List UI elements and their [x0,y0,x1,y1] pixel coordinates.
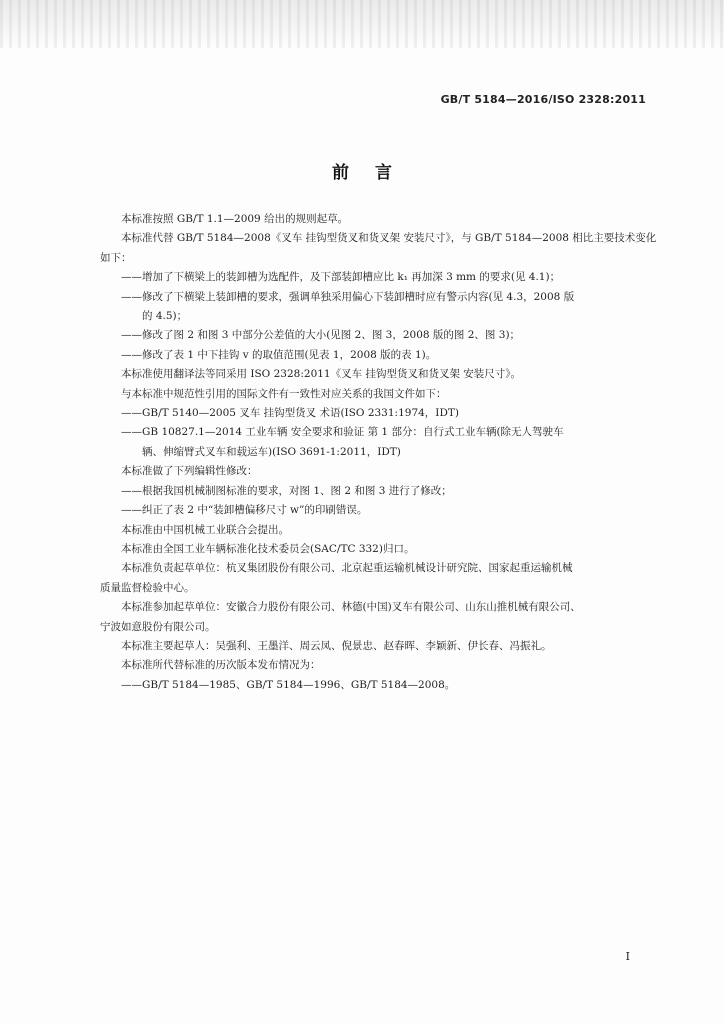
page-number: I [625,950,630,963]
history-item: ——GB/T 5184—1985、GB/T 5184—1996、GB/T 5184—2008。 [121,678,456,691]
reference-item: ——GB/T 5140—2005 叉车 挂钩型货叉 术语(ISO 2331:1974，IDT) [121,407,459,420]
change-item: ——修改了图 2 和图 3 中部分公差值的大小(见图 2、图 3，2008 版的图 2、图 3)； [121,329,521,342]
editorial-item: ——根据我国机械制图标准的要求，对图 1、图 2 和图 3 进行了修改； [121,484,452,497]
change-item: ——修改了表 1 中下挂钩 v 的取值范围(见表 1，2008 版的表 1)。 [121,348,437,361]
scan-noise-band [0,0,724,48]
paragraph-replaces: 本标准代替 GB/T 5184—2008《叉车 挂钩型货叉和货叉架 安装尺寸》，与 GB/T 5184—2008 相比主要技术变化如下： [100,232,657,264]
change-item: ——增加了下横梁上的装卸槽为选配件，及下部装卸槽应比 k₁ 再加深 3 mm 的要求(见 4.1)； [121,271,561,284]
paragraph-proposer: 本标准由中国机械工业联合会提出。 [121,523,289,536]
paragraph-technical-committee: 本标准由全国工业车辆标准化技术委员会(SAC/TC 332)归口。 [121,542,415,555]
paragraph-participating-units-continuation: 宁波如意股份有限公司。 [100,620,216,633]
page-title: 前言 [332,163,418,183]
paragraph-history: 本标准所代替标准的历次版本发布情况为： [121,659,321,672]
foreword-body [100,210,660,695]
standard-number: GB/T 5184—2016/ISO 2328:2011 [440,93,646,106]
paragraph-drafting-units: 本标准负责起草单位：杭叉集团股份有限公司、北京起重运输机械设计研究院、国家起重运输机械 [121,562,573,575]
reference-item: ——GB 10827.1—2014 工业车辆 安全要求和验证 第 1 部分：自行式工业车辆(除无人驾驶车 [121,426,564,439]
paragraph-participating-units: 本标准参加起草单位：安徽合力股份有限公司、林德(中国)叉车有限公司、山东山推机械有限公司、 [121,601,581,614]
change-item: ——修改了下横梁上装卸槽的要求，强调单独采用偏心下装卸槽时应有警示内容(见 4.3，2008 版 [121,290,575,303]
paragraph-drafters: 本标准主要起草人：吴强利、王墨洋、周云凤、倪景忠、赵春晖、李颖新、伊长春、冯振礼。 [121,639,552,652]
paragraph-drafting-rules: 本标准按照 GB/T 1.1—2009 给出的规则起草。 [121,213,349,225]
paragraph-adoption: 本标准使用翻译法等同采用 ISO 2328:2011《叉车 挂钩型货叉和货叉架 安装尺寸》。 [121,368,522,381]
editorial-item: ——纠正了表 2 中“装卸槽偏移尺寸 w”的印刷错误。 [121,504,368,517]
paragraph-editorial: 本标准做了下列编辑性修改： [121,465,258,478]
paragraph-consistency: 与本标准中规范性引用的国际文件有一致性对应关系的我国文件如下： [121,387,447,400]
reference-item-continuation: 辆、伸缩臂式叉车和载运车)(ISO 3691-1:2011，IDT) [142,445,401,458]
change-item-continuation: 的 4.5)； [142,310,188,323]
paragraph-drafting-units-continuation: 质量监督检验中心。 [100,581,195,594]
